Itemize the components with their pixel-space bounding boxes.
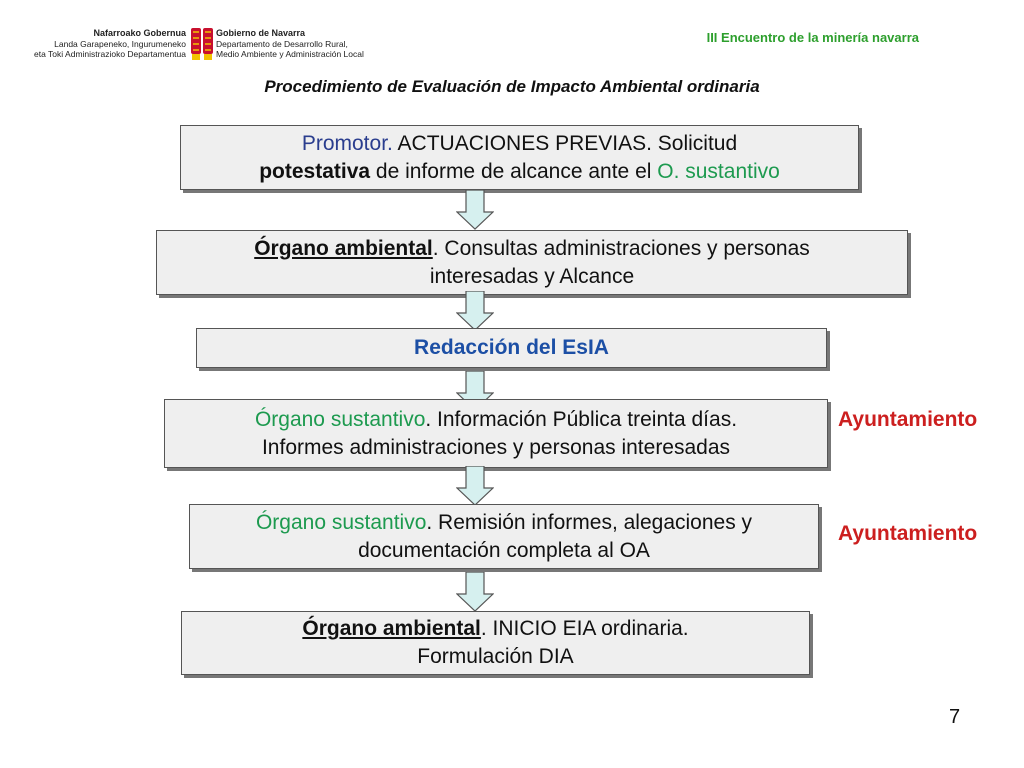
page-title: Procedimiento de Evaluación de Impacto Ambiental ordinaria	[264, 77, 760, 96]
side-label-ayuntamiento: Ayuntamiento	[838, 522, 978, 545]
government-logo	[8, 26, 364, 70]
step-4-line-2: Informes administraciones y personas interesadas	[261, 435, 731, 459]
step-2-line-2: interesadas y Alcance	[429, 264, 635, 288]
step-5-actor: Órgano sustantivo	[255, 510, 427, 534]
step-1-line-2	[259, 158, 780, 186]
logo-left-text	[8, 28, 186, 60]
step-promotor-box	[180, 125, 859, 190]
step-1-organ: O. sustantivo	[657, 159, 780, 183]
step-2-actor: Órgano ambiental	[254, 236, 433, 260]
logo-right-line1: Gobierno de Navarra	[216, 28, 306, 38]
step-redaccion-box	[196, 328, 827, 368]
step-3-label: Redacción del EsIA	[414, 336, 609, 359]
down-arrow-icon	[456, 466, 494, 506]
logo-left-line2: Landa Garapeneko, Ingurumeneko	[54, 38, 186, 49]
event-title: III Encuentro de la minería navarra	[706, 30, 919, 45]
chain-crest-icon	[190, 26, 202, 62]
step-2-line-1	[254, 235, 810, 263]
step-organo-ambiental-box	[156, 230, 908, 295]
step-6-line-2: Formulación DIA	[417, 645, 574, 668]
coat-of-arms-icon	[202, 26, 214, 62]
page-number: 7	[949, 706, 961, 728]
step-4-line-1	[255, 406, 737, 434]
step-5-line-2: documentación completa al OA	[358, 538, 650, 562]
step-4-text-a: . Información Pública treinta días.	[425, 407, 738, 431]
step-informacion-publica-box	[164, 399, 828, 468]
step-1-line-1	[302, 130, 737, 158]
logo-right-text	[216, 28, 364, 60]
step-1-text-a: ACTUACIONES PREVIAS. Solicitud	[392, 131, 738, 155]
step-6-text-a: . INICIO EIA ordinaria.	[480, 617, 689, 640]
step-remision-box	[189, 504, 819, 569]
side-label-ayuntamiento: Ayuntamiento	[838, 408, 978, 431]
down-arrow-icon	[456, 291, 494, 331]
logo-left-line1: Nafarroako Gobernua	[93, 28, 186, 38]
down-arrow-icon	[456, 190, 494, 230]
step-1-text-b: de informe de alcance ante el	[370, 159, 658, 183]
step-6-line-1	[302, 615, 688, 643]
logo-right-line2: Departamento de Desarrollo Rural,	[216, 38, 348, 49]
step-1-actor: Promotor.	[301, 131, 393, 155]
logo-left-line3: eta Toki Administrazioko Departamentua	[34, 49, 186, 59]
step-6-actor: Órgano ambiental	[302, 617, 481, 640]
down-arrow-icon	[456, 572, 494, 612]
logo-right-line3: Medio Ambiente y Administración Local	[216, 49, 364, 59]
step-5-line-1	[256, 509, 752, 537]
step-inicio-eia-box	[181, 611, 810, 675]
step-1-emphasis: potestativa	[259, 159, 371, 183]
step-5-text-a: . Remisión informes, alegaciones y	[426, 510, 753, 534]
step-2-text-a: . Consultas administraciones y personas	[432, 236, 810, 260]
step-4-actor: Órgano sustantivo	[254, 407, 426, 431]
